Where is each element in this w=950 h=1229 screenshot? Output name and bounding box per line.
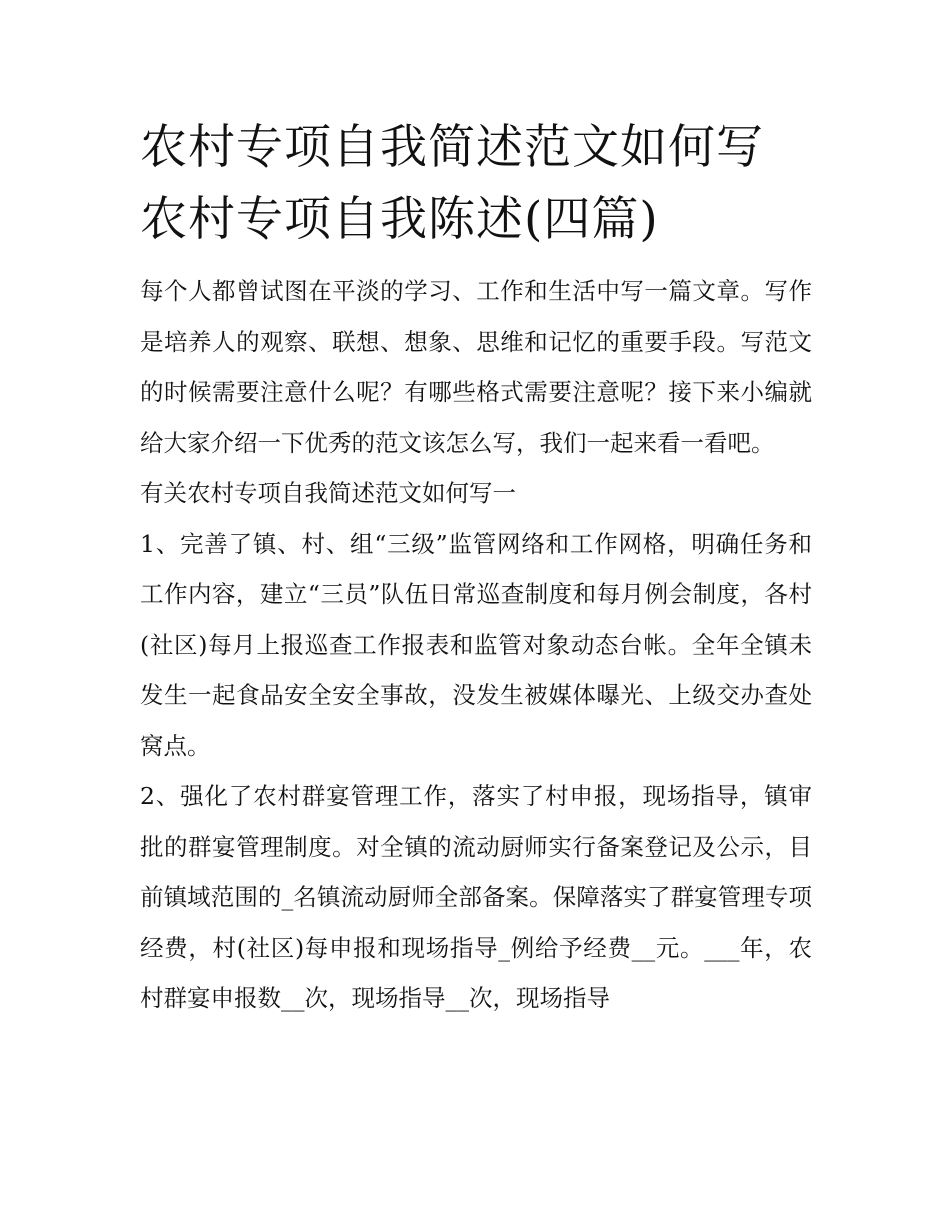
section-heading: 有关农村专项自我简述范文如何写一 <box>140 479 516 507</box>
title-line-2: 农村专项自我陈述(四篇) <box>140 192 659 247</box>
list-item-1: 1、完善了镇、村、组“三级”监管网络和工作网格，明确任务和工作内容，建立“三员”队伍日常巡查制度和每月例会制度，各村(社区)每月上报巡查工作报表和监管对象动态台帐。全年全镇未发生一起食品安全安全事故，没发生被媒体曝光、上级交办查处窝点。 <box>140 529 812 760</box>
intro-paragraph: 每个人都曾试图在平淡的学习、工作和生活中写一篇文章。写作是培养人的观察、联想、想象、思维和记忆的重要手段。写范文的时候需要注意什么呢？有哪些格式需要注意呢？接下来小编就给大家介绍一下优秀的范文该怎么写，我们一起来看一看吧。 <box>140 277 812 457</box>
document-body <box>140 112 812 1024</box>
title-line-1: 农村专项自我简述范文如何写 <box>140 120 764 175</box>
document-title <box>140 112 812 256</box>
list-item-2: 2、强化了农村群宴管理工作，落实了村申报，现场指导，镇审批的群宴管理制度。对全镇的流动厨师实行备案登记及公示，目前镇域范围的_名镇流动厨师全部备案。保障落实了群宴管理专项经费，村(社区)每申报和现场指导_例给予经费__元。___年，农村群宴申报数__次，现场指导__次，现场指导 <box>140 782 812 1012</box>
